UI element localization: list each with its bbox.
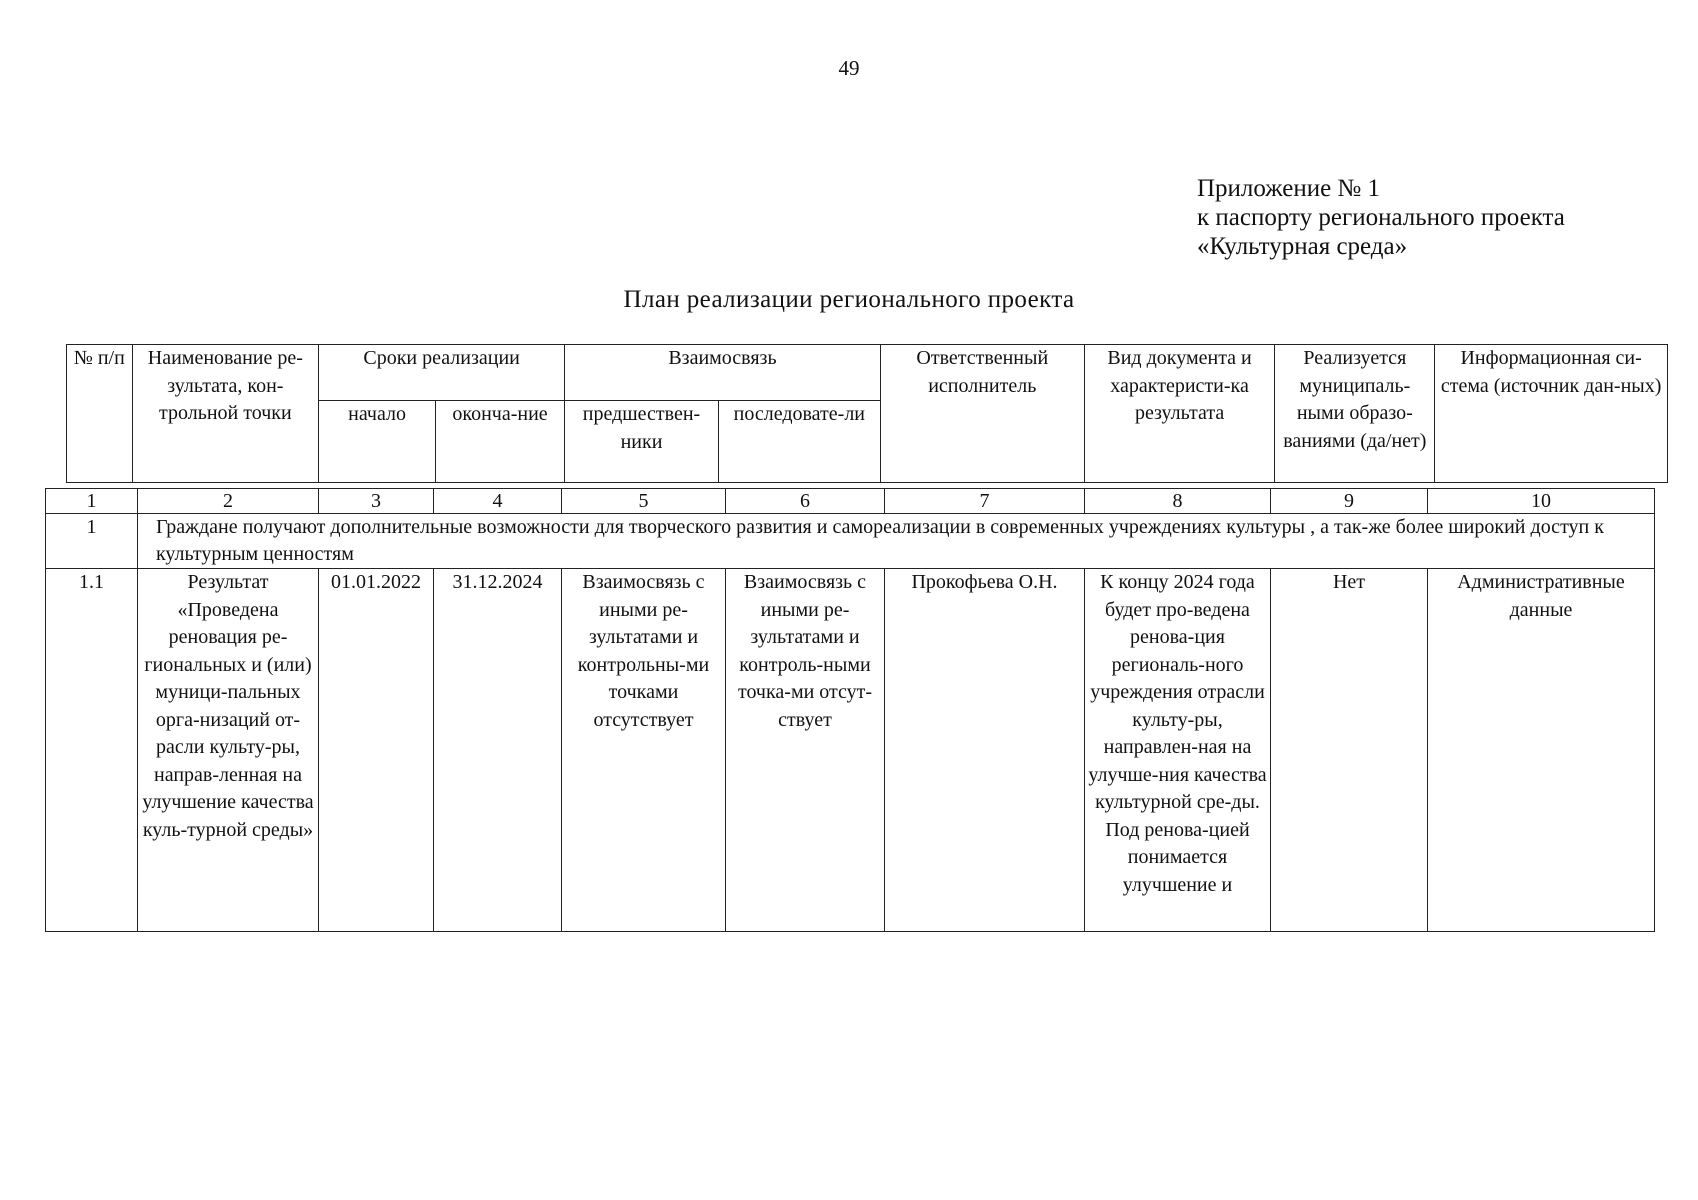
column-number: 3 <box>319 489 434 514</box>
row-municipal: Нет <box>1271 569 1428 932</box>
header-num: № п/п <box>67 345 133 483</box>
row-number: 1.1 <box>46 569 138 932</box>
row-doc-type: К концу 2024 года будет про-ведена ренова-ция региональ-ного учреждения отрасли культу-ры, направлен-ная на улучше-ния качества культурной сре-ды. Под ренова-цией понимается улучшение и <box>1085 569 1271 932</box>
appendix-line-1: Приложение № 1 <box>1197 175 1381 202</box>
column-number: 7 <box>885 489 1085 514</box>
group-row <box>46 514 1655 569</box>
column-number: 4 <box>434 489 562 514</box>
row-predecessors: Взаимосвязь с иными ре-зультатами и контрольны-ми точками отсутствует <box>562 569 726 932</box>
header-info-system: Информационная си-стема (источник дан-ных) <box>1435 345 1668 483</box>
document-title: План реализации регионального проекта <box>623 286 1075 313</box>
header-end: оконча-ние <box>435 401 564 483</box>
column-number: 5 <box>562 489 726 514</box>
header-start: начало <box>319 401 436 483</box>
appendix-line-3: «Культурная среда» <box>1197 233 1408 260</box>
row-successors: Взаимосвязь с иными ре-зультатами и контроль-ными точка-ми отсут-ствует <box>726 569 885 932</box>
row-start-date: 01.01.2022 <box>319 569 434 932</box>
header-name: Наименование ре-зультата, кон-трольной точки <box>132 345 319 483</box>
column-number: 10 <box>1428 489 1655 514</box>
table-row <box>46 569 1655 932</box>
header-municipal: Реализуется муниципаль-ными образо-ваниями (да/нет) <box>1275 345 1435 483</box>
row-end-date: 31.12.2024 <box>434 569 562 932</box>
plan-table <box>45 488 1655 932</box>
row-info-system: Административные данные <box>1428 569 1655 932</box>
page-number: 49 <box>838 56 860 80</box>
header-successors: последовате-ли <box>718 401 880 483</box>
column-number: 9 <box>1271 489 1428 514</box>
header-relation: Взаимосвязь <box>565 345 881 401</box>
column-number-row <box>46 489 1655 514</box>
column-number: 2 <box>138 489 319 514</box>
column-number: 1 <box>46 489 138 514</box>
appendix-note <box>1197 174 1565 261</box>
column-number: 8 <box>1085 489 1271 514</box>
header-predecessors: предшествен-ники <box>565 401 719 483</box>
table-header <box>66 344 1668 483</box>
group-description: Граждане получают дополнительные возможности для творческого развития и самореализации в современных учреждениях культуры , а так-же более широкий доступ к культурным ценностям <box>138 514 1655 569</box>
row-name: Результат «Проведена реновация ре-гиональных и (или) муници-пальных орга-низаций от-расли культу-ры, направ-ленная на улучшение качества куль-турной среды» <box>138 569 319 932</box>
header-doc-type: Вид документа и характеристи-ка результата <box>1084 345 1275 483</box>
appendix-line-2: к паспорту регионального проекта <box>1197 204 1565 231</box>
row-responsible: Прокофьева О.Н. <box>885 569 1085 932</box>
header-terms: Сроки реализации <box>319 345 565 401</box>
group-number: 1 <box>46 514 138 569</box>
column-number: 6 <box>726 489 885 514</box>
header-responsible: Ответственный исполнитель <box>880 345 1084 483</box>
